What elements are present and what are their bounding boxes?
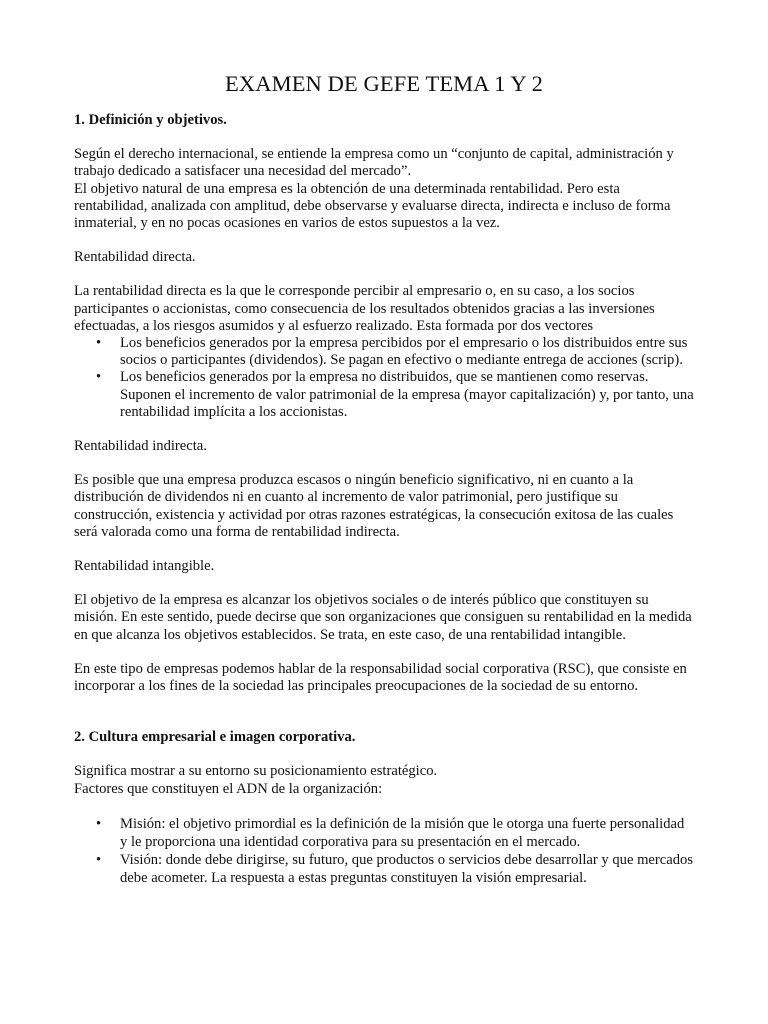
bullet-icon: • bbox=[96, 851, 102, 868]
section2-paragraph-1: Significa mostrar a su entorno su posicionamiento estratégico. bbox=[74, 763, 438, 780]
list-item-text: Los beneficios generados por la empresa no distribuidos, que se mantienen como reservas. Suponen el incremento de valor patrimonial de la empresa (mayor capitalización) y, por tanto, una rentabilidad implícita a los accionistas. bbox=[120, 369, 694, 420]
section1-heading: 1. Definición y objetivos. bbox=[74, 112, 227, 128]
list-item bbox=[74, 369, 694, 421]
bullet-list-directa bbox=[74, 335, 694, 421]
paragraph-rentabilidad-indirecta: Es posible que una empresa produzca escasos o ningún beneficio significativo, ni en cuanto a la distribución de dividendos ni en cuanto al incremento de valor patrimonial, pero justifique su construcción, existencia y actividad por otras razones estratégicas, la consecución exitosa de las cuales será valorada como una forma de rentabilidad indirecta. bbox=[74, 472, 674, 540]
bullet-icon: • bbox=[96, 815, 102, 832]
document-title: EXAMEN DE GEFE TEMA 1 Y 2 bbox=[225, 71, 543, 96]
list-item-text: Visión: donde debe dirigirse, su futuro, que productos o servicios debe desarrollar y que mercados debe acometer. La respuesta a estas preguntas constituyen la visión empresarial. bbox=[120, 851, 693, 886]
bullet-list-adn bbox=[74, 815, 694, 887]
paragraph-rentabilidad-directa: La rentabilidad directa es la que le corresponde percibir al empresario o, en su caso, a los socios participantes o accionistas, como consecuencia de los resultados obtenidos gracias a las inversiones efectuadas, a los riesgos asumidos y al esfuerzo realizado. Esta formada por dos vectores bbox=[74, 283, 655, 334]
subheading-rentabilidad-indirecta: Rentabilidad indirecta. bbox=[74, 438, 207, 455]
section1-paragraph-2: El objetivo natural de una empresa es la obtención de una determinada rentabilidad. Pero esta rentabilidad, analizada con amplitud, debe observarse y evaluarse directa, indirecta e incluso de forma inmaterial, y en no pocas ocasiones en varios de estos supuestos a la vez. bbox=[74, 180, 671, 232]
bullet-icon: • bbox=[96, 335, 102, 352]
list-item bbox=[74, 815, 694, 851]
paragraph-rentabilidad-intangible: El objetivo de la empresa es alcanzar los objetivos sociales o de interés público que constituyen su misión. En este sentido, puede decirse que son organizaciones que consiguen su rentabilidad en la medida en que alcanza los objetivos establecidos. Se trata, en este caso, de una rentabilidad intangible. bbox=[74, 592, 692, 643]
list-item bbox=[74, 335, 694, 369]
bullet-icon: • bbox=[96, 369, 102, 386]
list-item bbox=[74, 851, 694, 887]
subheading-rentabilidad-intangible: Rentabilidad intangible. bbox=[74, 558, 215, 575]
document-body bbox=[74, 112, 694, 887]
list-item-text: Misión: el objetivo primordial es la definición de la misión que le otorga una fuerte personalidad y le proporciona una identidad corporativa para su presentación en el mercado. bbox=[120, 815, 685, 850]
section2-paragraph-2: Factores que constituyen el ADN de la organización: bbox=[74, 780, 383, 797]
list-item-text: Los beneficios generados por la empresa percibidos por el empresario o los distribuidos entre sus socios o participantes (dividendos). Se pagan en efectivo o mediante entrega de acciones (scrip). bbox=[120, 335, 688, 369]
paragraph-rsc: En este tipo de empresas podemos hablar de la responsabilidad social corporativa (RSC), que consiste en incorporar a los fines de la sociedad las principales preocupaciones de la sociedad de su entorno. bbox=[74, 660, 687, 695]
subheading-rentabilidad-directa: Rentabilidad directa. bbox=[74, 249, 196, 266]
section2-heading: 2. Cultura empresarial e imagen corporativa. bbox=[74, 729, 356, 746]
section1-paragraph-1: Según el derecho internacional, se entiende la empresa como un “conjunto de capital, administración y trabajo dedicado a satisfacer una necesidad del mercado”. bbox=[74, 146, 674, 180]
